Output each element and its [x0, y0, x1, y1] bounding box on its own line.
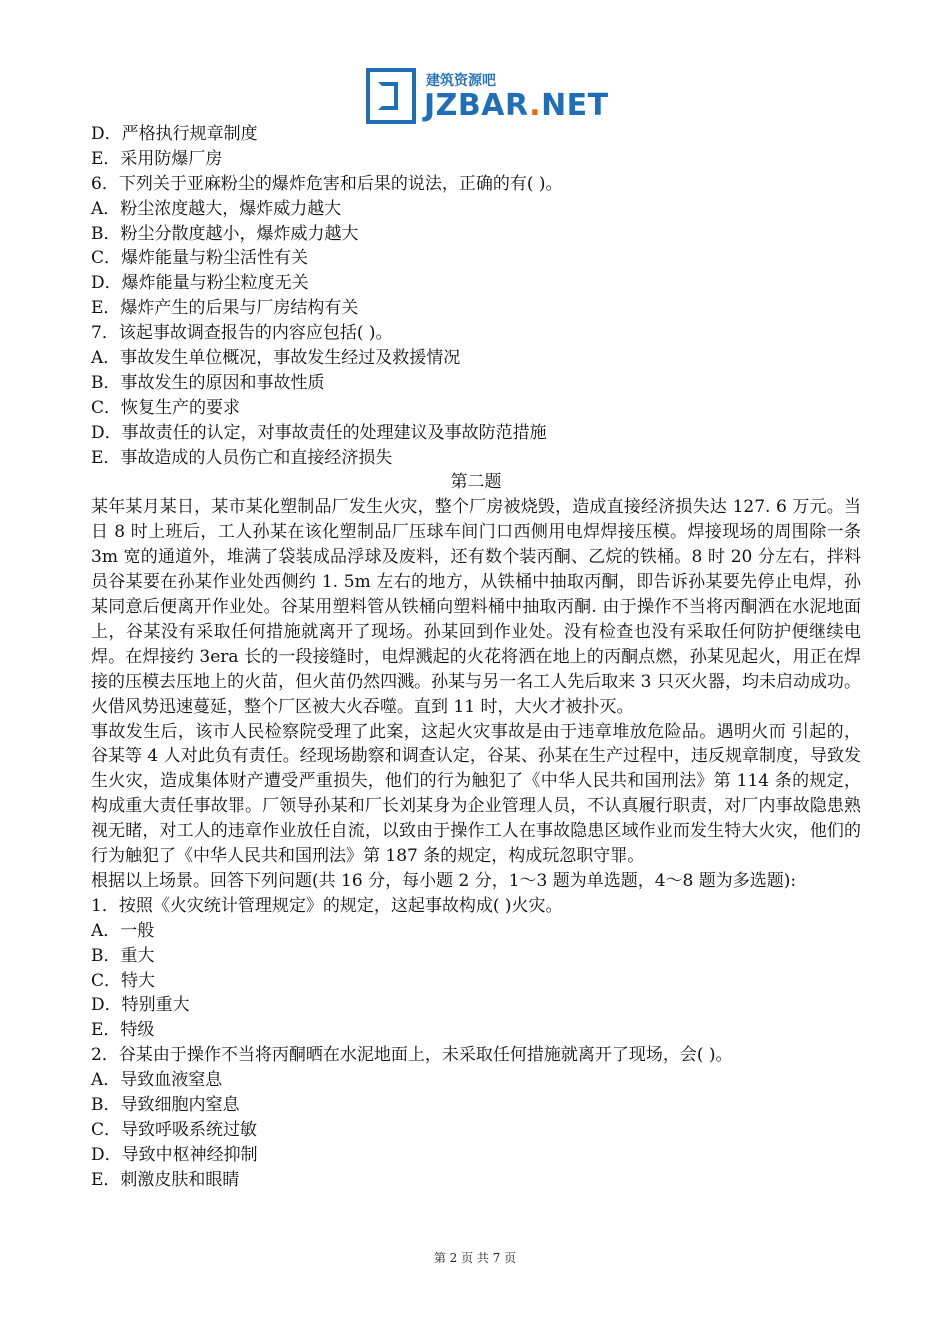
option-line: D．特别重大 [91, 995, 190, 1016]
question-line: 7．该起事故调查报告的内容应包括( )。 [91, 323, 393, 344]
page-number: 第 2 页 共 7 页 [433, 1251, 517, 1265]
option-line: E．事故造成的人员伤亡和直接经济损失 [91, 447, 393, 468]
question-line: 2．谷某由于操作不当将丙酮晒在水泥地面上，未采取任何措施就离开了现场，会( )。 [91, 1045, 733, 1066]
logo-english-text [424, 88, 609, 123]
option-line: A．一般 [91, 920, 155, 941]
option-line: B．导致细胞内窒息 [91, 1094, 240, 1115]
option-line: D．导致中枢神经抑制 [91, 1144, 258, 1165]
option-line: E．特级 [91, 1020, 155, 1041]
section-title: 第二题 [450, 472, 502, 493]
option-line: E．刺激皮肤和眼睛 [91, 1169, 240, 1190]
logo-en-main: JZBAR [424, 88, 530, 123]
option-line: B．事故发生的原因和事故性质 [91, 372, 325, 393]
option-line: A．粉尘浓度越大，爆炸威力越大 [91, 198, 342, 219]
case-paragraph-1: 某年某月某日，某市某化塑制品厂发生火灾，整个厂房被烧毁，造成直接经济损失达 127. 6 万元。当日 8 时上班后，工人孙某在该化塑制品厂压球车间门口西侧用电焊焊接压模。焊接现场的周围除一条 3m 宽的通道外，堆满了袋装成品浮球及废料，还有数个装丙酮、乙烷的铁桶。8 时 20 分左右，拌料员谷某要在孙某作业处西侧约 1. 5m 左右的地方，从铁桶中抽取丙酮，即告诉孙某要先停止电焊，孙某同意后便离开作业处。谷某用塑料管从铁桶向塑料桶中抽取丙酮. 由于操作不当将丙酮洒在水泥地面上，谷某没有采取任何措施就离开了现场。孙某回到作业处。没有检查也没有采取任何防护便继续电焊。在焊接约 3era 长的一段接缝时，电焊溅起的火花将洒在地上的丙酮点燃，孙某见起火，用正在焊接的压模去压地上的火苗，但火苗仍然四溅。孙某与另一名工人先后取来 3 只灭火器，均未启动成功。火借风势迅速蔓延，整个厂区被大火吞噬。直到 11 时，大火才被扑灭。 [91, 497, 861, 717]
logo-en-dot: . [529, 88, 542, 123]
option-line: B．重大 [91, 945, 155, 966]
question-line: 1．按照《火灾统计管理规定》的规定，这起事故构成( )火灾。 [91, 895, 563, 916]
option-line: E．爆炸产生的后果与厂房结构有关 [91, 298, 359, 319]
site-logo [366, 68, 609, 128]
option-line: C．爆炸能量与粉尘活性有关 [91, 248, 309, 269]
option-line: A．事故发生单位概况，事故发生经过及救援情况 [91, 348, 461, 369]
option-line: B．粉尘分散度越小，爆炸威力越大 [91, 223, 359, 244]
option-line: C．特大 [91, 970, 156, 991]
question-line: 6．下列关于亚麻粉尘的爆炸危害和后果的说法，正确的有( )。 [91, 173, 563, 194]
option-line: D．爆炸能量与粉尘粒度无关 [91, 273, 309, 294]
logo-en-tail: NET [541, 88, 609, 123]
text-line: E．采用防爆厂房 [91, 148, 223, 169]
logo-chinese-text: 建筑资源吧 [426, 73, 496, 89]
option-line: C．恢复生产的要求 [91, 397, 241, 418]
option-line: C．导致呼吸系统过敏 [91, 1119, 258, 1140]
option-line: D．事故责任的认定，对事故责任的处理建议及事故防范措施 [91, 422, 547, 443]
instruction-line: 根据以上场景。回答下列问题(共 16 分，每小题 2 分，1～3 题为单选题，4～8 题为多选题): [91, 870, 797, 891]
document-body [91, 122, 861, 1193]
case-paragraph-2: 事故发生后，该市人民检察院受理了此案，这起火灾事故是由于违章堆放危险品。遇明火而 引起的，谷某等 4 人对此负有责任。经现场勘察和调查认定，谷某、孙某在生产过程中，违反规章制度，导致发生火灾，造成集体财产遭受严重损失，他们的行为触犯了《中华人民共和国刑法》第 114 条的规定，构成重大责任事故罪。厂领导孙某和厂长刘某身为企业管理人员，不认真履行职责，对厂内事故隐患熟视无睹，对工人的违章作业放任自流，以致由于操作工人在事故隐患区域作业而发生特大火灾，他们的行为触犯了《中华人民共和国刑法》第 187 条的规定，构成玩忽职守罪。 [91, 721, 861, 867]
logo-mark-icon [366, 68, 416, 124]
text-line: D．严格执行规章制度 [91, 124, 258, 144]
option-line: A．导致血液窒息 [91, 1070, 223, 1091]
